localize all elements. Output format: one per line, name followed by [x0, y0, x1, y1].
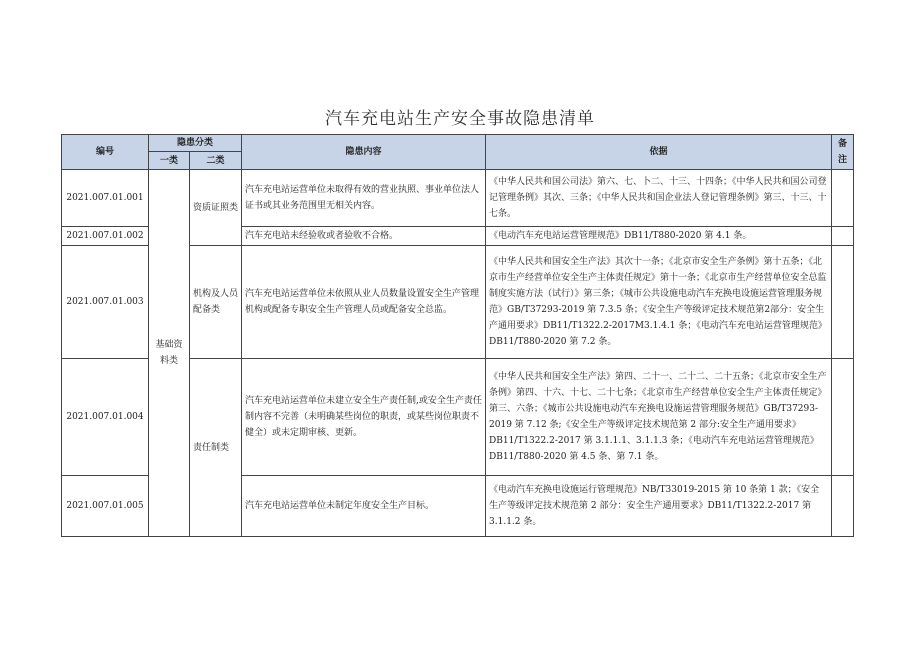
row-basis: 《中华人民共和国安全生产法》第四、二十一、二十二、二十五条；《北京市安全生产条例》第四、十六、十七、二十七条；《北京市生产经营单位安全生产主体责任规定》第三、六条；《城市公共设施电动汽车充换电设施运营管理服务规范》GB/T37293-2019 第 7.12 条;《安全生产等级评定技术规范第 2 部分:安全生产通用要求》DB11/T1322.2-2017 第 3.1.1.1、3.1.1.3 条；《电动汽车充电站运营管理规范》DB11/T880-2020 第 4.5 条、第 7.1 条。 [486, 359, 832, 476]
row-basis: 《中华人民共和国安全生产法》其次十一条；《北京市安全生产条例》第十五条；《北京市生产经营单位安全生产主体责任规定》第十一条；《北京市生产经营单位安全总监制度实施方法（试行）》第三条；《城市公共设施电动汽车充换电设施运营管理服务规范》GB/T37293-2019 第 7.3.5 条；《安全生产等级评定技术规范第2部分：安全生产通用要求》DB11/T1322.2-2017M3.1.4.1 条；《电动汽车充电站运营管理规范》DB11/T880-2020 第 7.2 条。 [486, 246, 832, 359]
row-note [832, 359, 854, 476]
row-id: 2021.007.01.002 [62, 227, 149, 246]
row-content: 汽车充电站运营单位未依照从业人员数量设置安全生产管理机构或配备专职安全生产管理人员或配备安全总监。 [242, 246, 486, 359]
row-note [832, 476, 854, 537]
row-basis: 《电动汽车充换电设施运行管理规范》NB/T33019-2015 第 10 条第 1 款；《安全生产等级评定技术规范第 2 部分：安全生产通用要求》DB11/T1322.2-2017 第 3.1.1.2 条。 [486, 476, 832, 537]
table-row [62, 170, 854, 227]
header-note: 备注 [832, 135, 854, 170]
header-id: 编号 [62, 135, 149, 170]
row-basis: 《电动汽车充电站运营管理规范》DB11/T880-2020 第 4.1 条。 [486, 227, 832, 246]
header-category: 隐患分类 [149, 135, 242, 152]
subcategory-cell: 机构及人员配备类 [190, 246, 242, 359]
row-note [832, 170, 854, 227]
row-id: 2021.007.01.001 [62, 170, 149, 227]
page-title: 汽车充电站生产安全事故隐患清单 [325, 109, 595, 129]
header-basis: 依据 [486, 135, 832, 170]
row-id: 2021.007.01.005 [62, 476, 149, 537]
row-content: 汽车充电站运营单位未取得有效的营业执照、事业单位法人证书或其业务范围里无相关内容。 [242, 170, 486, 227]
header-cat1: 一类 [149, 152, 190, 170]
row-content: 汽车充电站未经验收或者验收不合格。 [242, 227, 486, 246]
category1-cell: 基础资料类 [149, 170, 190, 537]
row-content: 汽车充电站运营单位未制定年度安全生产目标。 [242, 476, 486, 537]
row-note [832, 227, 854, 246]
row-note [832, 246, 854, 359]
subcategory-cell: 资质证照类 [190, 170, 242, 246]
header-content: 隐患内容 [242, 135, 486, 170]
subcategory-cell: 责任制类 [190, 359, 242, 537]
row-content: 汽车充电站运营单位未建立安全生产责任制,或安全生产责任制内容不完善（未明确某些岗位的职责，或某些岗位职责不健全）或未定期审核、更新。 [242, 359, 486, 476]
row-basis: 《中华人民共和国公司法》第六、七、卜二、十三、十四条；《中华人民共和国公司登记管理条例》其次、三条；《中华人民共和国企业法人登记管理条例》第三、十三、十七条。 [486, 170, 832, 227]
header-cat2: 二类 [190, 152, 242, 170]
row-id: 2021.007.01.003 [62, 246, 149, 359]
hazard-table [61, 134, 854, 537]
row-id: 2021.007.01.004 [62, 359, 149, 476]
